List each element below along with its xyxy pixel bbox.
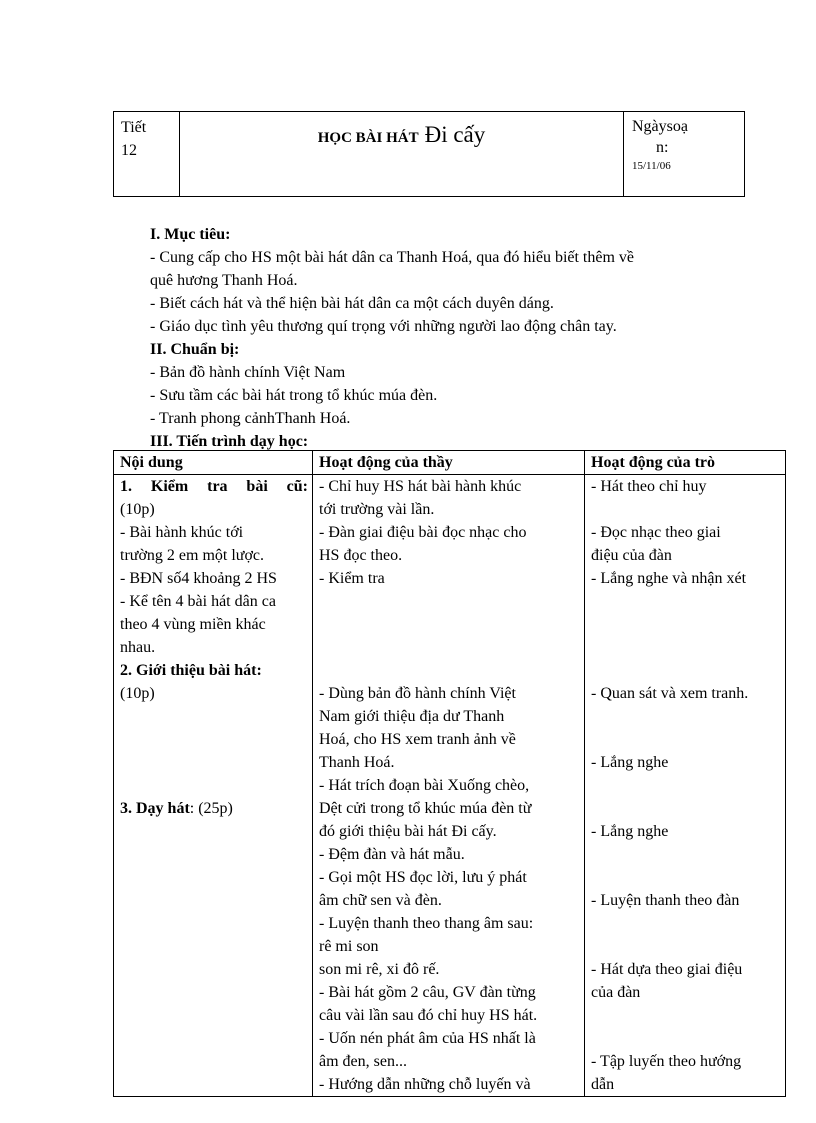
student-activity-line: [591, 797, 781, 820]
teacher-activity-line: Dệt cửi trong tổ khúc múa đèn từ: [319, 800, 532, 817]
teacher-activity-line: Hoá, cho HS xem tranh ảnh về: [319, 731, 516, 748]
date-label-line2: n:: [656, 139, 669, 156]
preparation-line: - Bản đồ hành chính Việt Nam: [150, 364, 346, 381]
content-line: - BĐN số4 khoảng 2 HS: [120, 570, 277, 587]
student-activity-line: dẫn: [591, 1076, 615, 1093]
student-activity-line: [591, 912, 781, 935]
date-cell: [624, 112, 744, 196]
objectives-section: [150, 223, 750, 453]
student-activity-line: - Đọc nhạc theo giai: [591, 524, 721, 541]
objective-line: - Biết cách hát và thể hiện bài hát dân ca một cách duyên dáng.: [150, 295, 554, 312]
teacher-activity-line: đó giới thiệu bài hát Đi cấy.: [319, 823, 497, 840]
teacher-activity-line: Thanh Hoá.: [319, 754, 395, 771]
student-activity-line: - Lắng nghe và nhận xét: [591, 570, 747, 587]
teacher-activity-line: - Chỉ huy HS hát bài hành khúc: [319, 478, 522, 495]
objective-line: - Giáo dục tình yêu thương quí trọng với những người lao động chân tay.: [150, 318, 617, 335]
teacher-activity-column: [313, 475, 585, 1097]
preparation-heading: II. Chuẩn bị:: [150, 341, 240, 358]
student-activity-line: [591, 728, 781, 751]
teacher-activity-line: - Đệm đàn và hát mẫu.: [319, 846, 465, 863]
student-activity-line: [591, 498, 781, 521]
student-activity-line: [591, 866, 781, 889]
content-line: 2. Giới thiệu bài hát:: [120, 662, 262, 679]
song-title: Đi cấy: [424, 122, 486, 147]
teacher-activity-line: rê mi son: [319, 938, 379, 955]
teacher-activity-line: [319, 613, 580, 636]
student-activity-line: [591, 590, 781, 613]
content-line: [120, 728, 308, 751]
student-activity-line: - Lắng nghe: [591, 823, 669, 840]
student-activity-line: [591, 613, 781, 636]
student-activity-line: [591, 1027, 781, 1050]
lesson-plan-table: [113, 450, 786, 1097]
table-body-row: [114, 475, 786, 1097]
teacher-activity-line: son mi rê, xi đô rế.: [319, 961, 440, 978]
teacher-activity-line: - Luyện thanh theo thang âm sau:: [319, 915, 534, 932]
date-value: 15/11/06: [632, 160, 671, 172]
teacher-activity-line: âm đen, sen...: [319, 1053, 407, 1070]
teacher-activity-line: [319, 659, 580, 682]
content-line: trường 2 em một lược.: [120, 547, 265, 564]
title-cell: [180, 112, 624, 196]
teacher-activity-line: - Hát trích đoạn bài Xuống chèo,: [319, 777, 530, 794]
teacher-activity-line: - Dùng bản đồ hành chính Việt: [319, 685, 516, 702]
content-line: [120, 751, 308, 774]
teacher-activity-line: HS đọc theo.: [319, 547, 403, 564]
content-line: 3. Dạy hát: (25p): [120, 800, 233, 817]
content-column: [114, 475, 313, 1097]
teacher-activity-line: - Hướng dẫn những chỗ luyến và: [319, 1076, 531, 1093]
process-heading: III. Tiến trình dạy học:: [150, 433, 309, 450]
teacher-activity-line: - Bài hát gồm 2 câu, GV đàn từng: [319, 984, 536, 1001]
teacher-activity-line: - Gọi một HS đọc lời, lưu ý phát: [319, 869, 527, 886]
objectives-heading: I. Mục tiêu:: [150, 226, 231, 243]
content-line: (10p): [120, 685, 155, 702]
student-activity-line: - Tập luyến theo hướng: [591, 1053, 742, 1070]
student-activity-line: - Hát theo chỉ huy: [591, 478, 707, 495]
preparation-list: [150, 361, 750, 430]
student-activity-line: - Luyện thanh theo đàn: [591, 892, 740, 909]
objective-line: quê hương Thanh Hoá.: [150, 272, 298, 289]
column-header-content: Nội dung: [114, 451, 313, 475]
content-line: nhau.: [120, 639, 156, 656]
content-line: - Bài hành khúc tới: [120, 524, 244, 541]
period-label: Tiết: [121, 119, 147, 136]
student-activity-line: [591, 705, 781, 728]
teacher-activity-line: [319, 590, 580, 613]
date-label-line1: Ngàysoạ: [632, 118, 688, 135]
student-activity-column: [585, 475, 786, 1097]
teacher-activity-line: tới trường vài lần.: [319, 501, 435, 518]
objective-line: - Cung cấp cho HS một bài hát dân ca Thanh Hoá, qua đó hiểu biết thêm về: [150, 249, 635, 266]
preparation-line: - Sưu tầm các bài hát trong tổ khúc múa đèn.: [150, 387, 438, 404]
content-line: - Kể tên 4 bài hát dân ca: [120, 593, 276, 610]
content-line: (10p): [120, 501, 155, 518]
column-header-student: Hoạt động của trò: [585, 451, 786, 475]
student-activity-line: của đàn: [591, 984, 641, 1001]
student-activity-line: - Lắng nghe: [591, 754, 669, 771]
content-line: theo 4 vùng miền khác: [120, 616, 266, 633]
student-activity-line: [591, 774, 781, 797]
student-activity-line: - Hát dựa theo giai điệu: [591, 961, 743, 978]
student-activity-line: [591, 935, 781, 958]
table-header-row: [114, 451, 786, 475]
lesson-title-label: HỌC BÀI HÁT: [317, 130, 419, 146]
student-activity-line: [591, 843, 781, 866]
preparation-line: - Tranh phong cảnhThanh Hoá.: [150, 410, 351, 427]
student-activity-line: - Quan sát và xem tranh.: [591, 685, 749, 702]
teacher-activity-line: - Uốn nén phát âm của HS nhất là: [319, 1030, 536, 1047]
teacher-activity-line: - Kiểm tra: [319, 570, 385, 587]
objectives-list: [150, 246, 750, 338]
period-number: 12: [121, 142, 137, 159]
period-cell: [114, 112, 180, 196]
content-line: 1. Kiểm tra bài cũ:: [120, 478, 308, 495]
content-line: [120, 705, 308, 728]
lesson-header: [113, 111, 745, 197]
content-line: [120, 774, 308, 797]
column-header-teacher: Hoạt động của thầy: [313, 451, 585, 475]
student-activity-line: [591, 1004, 781, 1027]
teacher-activity-line: âm chữ sen và đèn.: [319, 892, 442, 909]
teacher-activity-line: câu vài lần sau đó chỉ huy HS hát.: [319, 1007, 538, 1024]
student-activity-line: điệu của đàn: [591, 547, 672, 564]
student-activity-line: [591, 659, 781, 682]
student-activity-line: [591, 636, 781, 659]
teacher-activity-line: [319, 636, 580, 659]
teacher-activity-line: - Đàn giai điệu bài đọc nhạc cho: [319, 524, 527, 541]
teacher-activity-line: Nam giới thiệu địa dư Thanh: [319, 708, 505, 725]
